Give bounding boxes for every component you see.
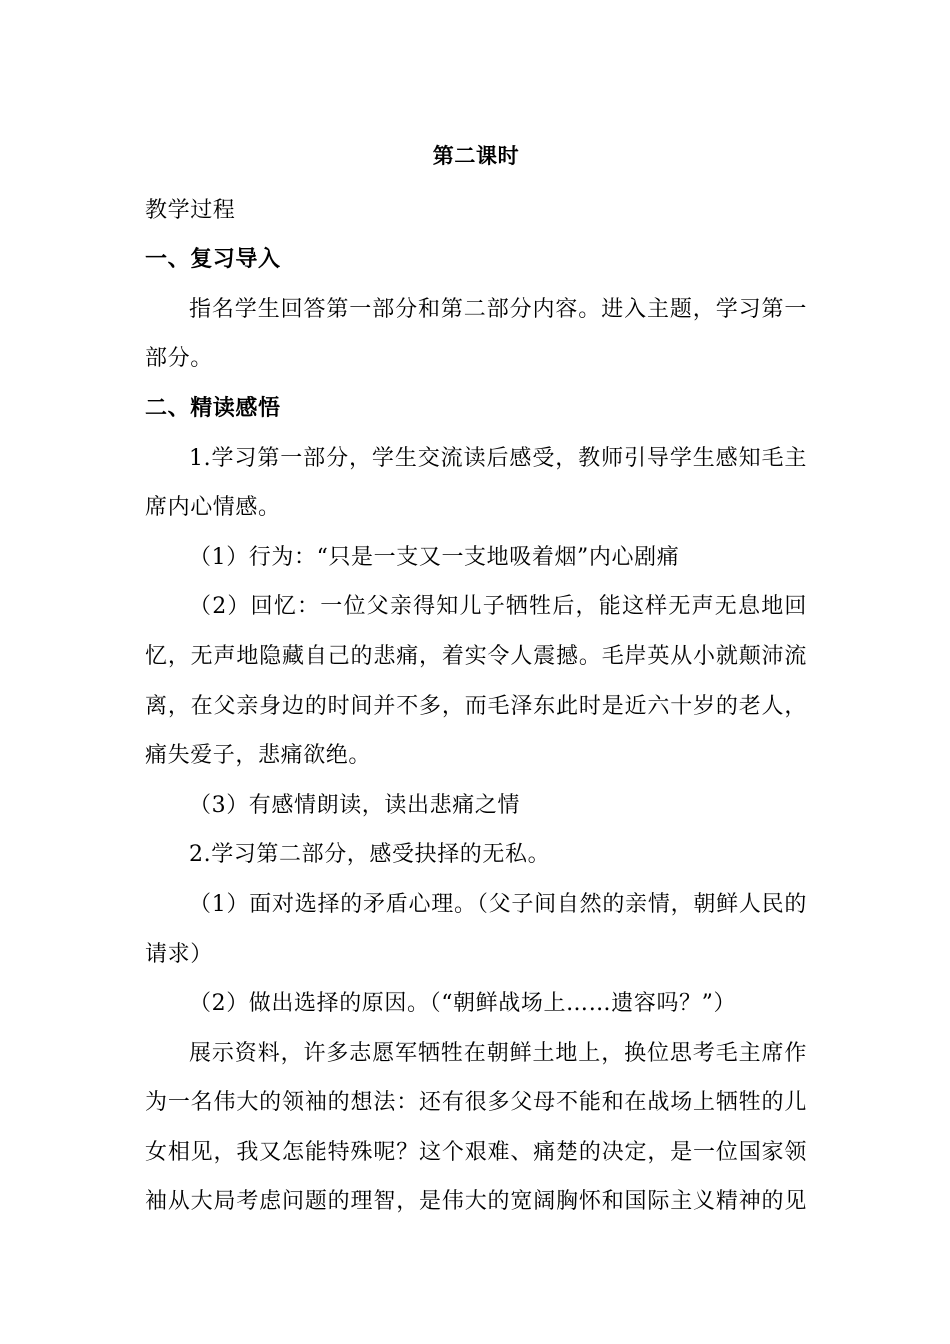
paragraph-line: 为一名伟大的领袖的想法：还有很多父母不能和在战场上牺牲的儿 xyxy=(145,1090,807,1116)
paragraph-line: 离，在父亲身边的时间并不多，而毛泽东此时是近六十岁的老人， xyxy=(145,693,807,719)
sub-item-line: （2）做出选择的原因。（“朝鲜战场上……遗容吗？”） xyxy=(189,991,737,1017)
sub-item-line: （3）有感情朗读，读出悲痛之情 xyxy=(189,792,520,818)
paragraph-line: 袖从大局考虑问题的理智，是伟大的宽阔胸怀和国际主义精神的见 xyxy=(145,1189,807,1215)
paragraph-line: 指名学生回答第一部分和第二部分内容。进入主题，学习第一 xyxy=(189,296,807,322)
paragraph-line: 席内心情感。 xyxy=(145,495,281,521)
paragraph-line: 忆，无声地隐藏自己的悲痛，着实令人震撼。毛岸英从小就颠沛流 xyxy=(145,643,807,669)
section2-heading: 二、精读感悟 xyxy=(145,395,281,421)
paragraph-line: 女相见，我又怎能特殊呢？这个艰难、痛楚的决定，是一位国家领 xyxy=(145,1139,807,1165)
sub-item-line: （1）行为：“只是一支又一支地吸着烟”内心剧痛 xyxy=(189,544,680,570)
document-page xyxy=(145,120,807,1227)
paragraph-line: 痛失爱子，悲痛欲绝。 xyxy=(145,743,372,769)
paragraph-line: 2.学习第二部分，感受抉择的无私。 xyxy=(189,842,551,868)
paragraph-line: 展示资料，许多志愿军牺牲在朝鲜土地上，换位思考毛主席作 xyxy=(189,1040,807,1066)
process-label: 教学过程 xyxy=(145,197,236,223)
sub-item-line: （1）面对选择的矛盾心理。（父子间自然的亲情，朝鲜人民的 xyxy=(189,891,807,917)
paragraph-line: 请求） xyxy=(145,941,213,967)
sub-item-line: （2）回忆：一位父亲得知儿子牺牲后，能这样无声无息地回 xyxy=(189,594,807,620)
paragraph-line: 部分。 xyxy=(145,346,213,372)
lesson-title: 第二课时 xyxy=(432,144,520,168)
section1-heading: 一、复习导入 xyxy=(145,247,281,273)
paragraph-line: 1.学习第一部分，学生交流读后感受，教师引导学生感知毛主 xyxy=(189,445,807,471)
